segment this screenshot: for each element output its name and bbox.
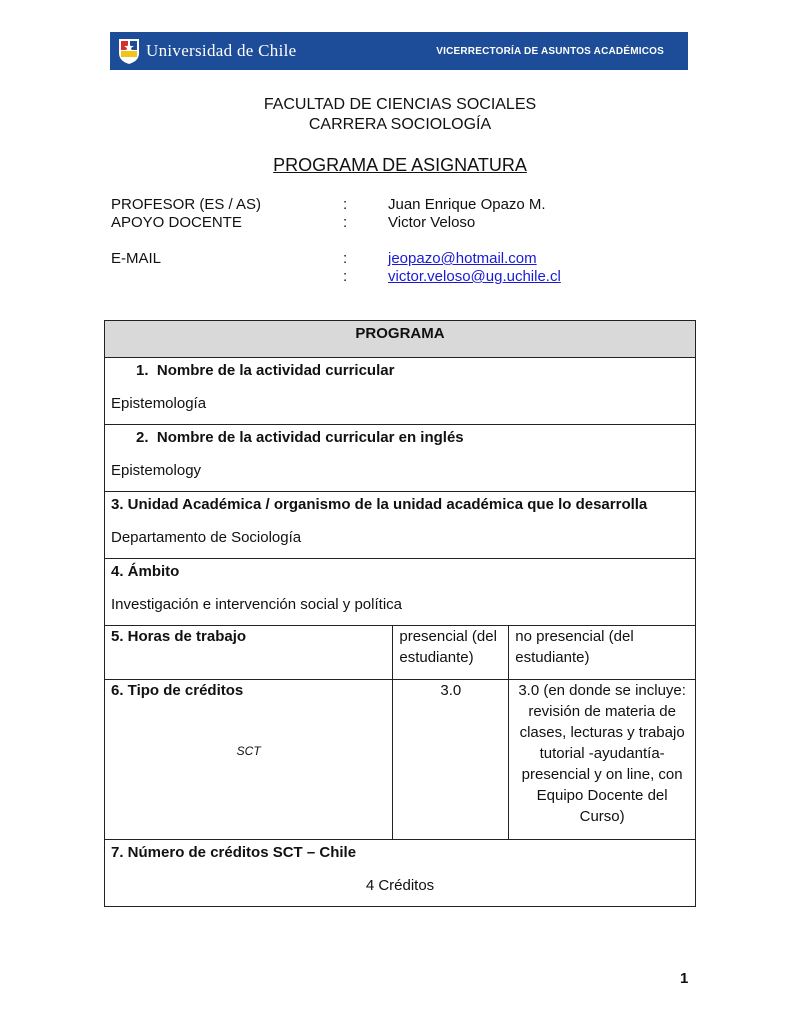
- email-label: E-MAIL: [111, 250, 162, 267]
- email-link-1[interactable]: jeopazo@hotmail.com: [388, 250, 537, 267]
- section-6-presencial: 3.0: [393, 680, 509, 840]
- table-header: PROGRAMA: [105, 321, 696, 358]
- section-3-value: Departamento de Sociología: [111, 529, 302, 546]
- colon: :: [343, 250, 348, 267]
- apoyo-value: Victor Veloso: [388, 214, 476, 231]
- section-7-value: 4 Créditos: [365, 877, 435, 894]
- section-1: [105, 358, 696, 425]
- section-1-number: 1.: [136, 362, 149, 379]
- career-title: CARRERA SOCIOLOGÍA: [308, 116, 492, 133]
- vicerrectoria-label: VICERRECTORÍA DE ASUNTOS ACADÉMICOS: [436, 45, 664, 57]
- section-6-title: 6. Tipo de créditos: [111, 682, 244, 699]
- university-name: Universidad de Chile: [146, 41, 297, 60]
- page-number: 1: [680, 970, 689, 987]
- faculty-title: FACULTAD DE CIENCIAS SOCIALES: [263, 96, 537, 113]
- profesor-label: PROFESOR (ES / AS): [111, 196, 262, 213]
- section-2-title: [105, 425, 695, 448]
- colon: :: [343, 196, 348, 213]
- section-7: [105, 840, 696, 907]
- section-1-title: [105, 358, 695, 381]
- profesor-value: Juan Enrique Opazo M.: [388, 196, 546, 213]
- section-6-no-presencial: 3.0 (en donde se incluye: revisión de materia de clases, lecturas y trabajo tutorial -ayudantía- presencial y on line, con Equipo Docente del Curso): [509, 680, 696, 840]
- section-4: [105, 559, 696, 626]
- section-3-title: 3. Unidad Académica / organismo de la unidad académica que lo desarrolla: [111, 496, 648, 513]
- section-6-label-cell: [105, 680, 393, 840]
- section-5-title: 5. Horas de trabajo: [105, 626, 393, 680]
- section-6-sct: SCT: [236, 744, 261, 758]
- program-table: [104, 320, 696, 907]
- section-4-value: Investigación e intervención social y política: [111, 596, 402, 613]
- section-5-presencial: presencial (del estudiante): [393, 626, 509, 680]
- section-1-title-text: Nombre de la actividad curricular: [156, 362, 395, 379]
- section-2-number: 2.: [136, 429, 149, 446]
- colon: :: [343, 268, 348, 285]
- university-crest-icon: [118, 37, 140, 65]
- section-2-title-text: Nombre de la actividad curricular en inglés: [156, 429, 464, 446]
- section-7-title: 7. Número de créditos SCT – Chile: [111, 844, 357, 861]
- university-logo: [110, 37, 296, 65]
- section-1-value: Epistemología: [111, 395, 207, 412]
- section-2-value: Epistemology: [111, 462, 202, 479]
- colon: :: [343, 214, 348, 231]
- program-title: PROGRAMA DE ASIGNATURA: [273, 155, 527, 175]
- section-3: [105, 492, 696, 559]
- section-4-title: 4. Ámbito: [111, 563, 180, 580]
- header-banner: [110, 32, 688, 70]
- section-5-no-presencial: no presencial (del estudiante): [509, 626, 696, 680]
- section-2: [105, 425, 696, 492]
- apoyo-label: APOYO DOCENTE: [111, 214, 242, 231]
- email-link-2[interactable]: victor.veloso@ug.uchile.cl: [388, 268, 561, 285]
